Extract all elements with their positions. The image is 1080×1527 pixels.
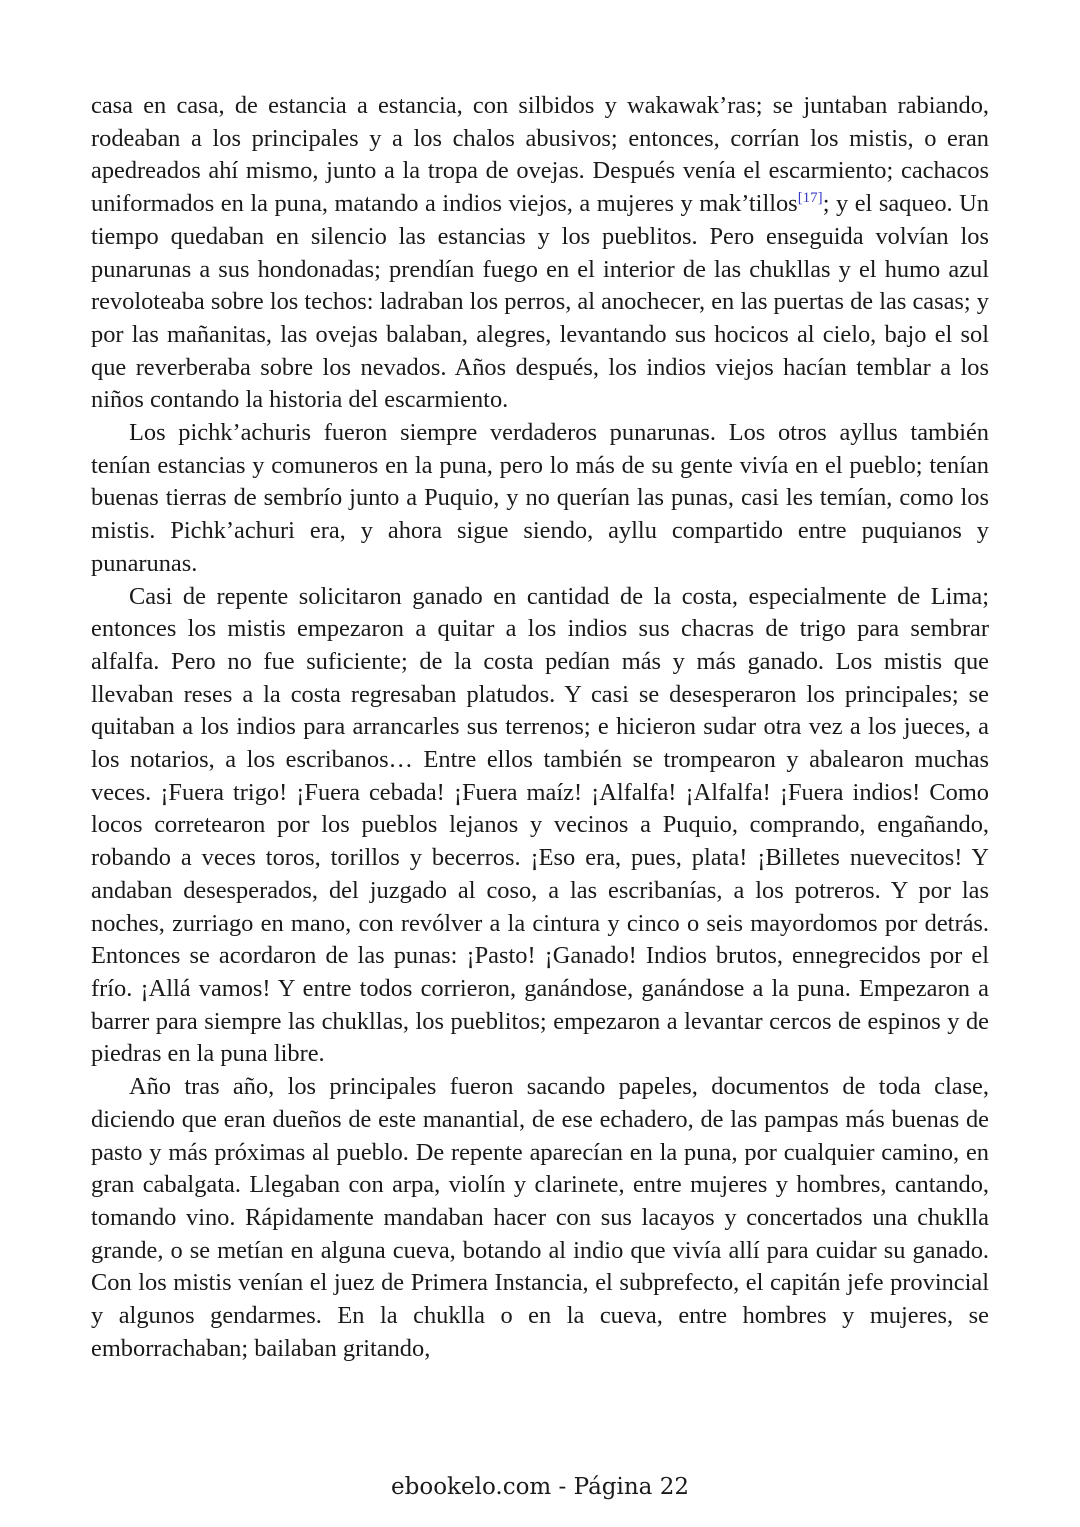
paragraph-4: Año tras año, los principales fueron sacando papeles, documentos de toda clase, diciendo que eran dueños de este manantial, de ese echadero, de las pampas más buenas de pasto y más próximas al pueblo. De repente aparecían en la puna, por cualquier camino, en gran cabalgata. Llegaban con arpa, violín y clarinete, entre mujeres y hombres, cantando, tomando vino. Rápidamente mandaban hacer con sus lacayos y concertados una chuklla grande, o se metían en alguna cueva, botando al indio que vivía allí para cuidar su ganado. Con los mistis venían el juez de Primera Instancia, el subprefecto, el capitán jefe provincial y algunos gendarmes. En la chuklla o en la cueva, entre hombres y mujeres, se emborrachaban; bailaban gritando, [91, 1073, 989, 1362]
paragraph-1-text-end: ; y el saqueo. Un tiempo quedaban en silencio las estancias y los pueblitos. Pero enseguida volvían los punarunas a sus hondonadas; prendían fuego en el interior de las chukllas y el humo azul revoloteaba sobre los techos: ladraban los perros, al anochecer, en las puertas de las casas; y por las mañanitas, las ovejas balaban, alegres, levantando sus hocicos al cielo, bajo el sol que reverberaba sobre los nevados. Años después, los indios viejos hacían temblar a los niños contando la historia del escarmiento. [91, 190, 989, 414]
paragraph-2: Los pichk’achuris fueron siempre verdaderos punarunas. Los otros ayllus también tenían estancias y comuneros en la puna, pero lo más de su gente vivía en el pueblo; tenían buenas tierras de sembrío junto a Puquio, y no querían las punas, casi les temían, como los mistis. Pichk’achuri era, y ahora sigue siendo, ayllu compartido entre puquianos y punarunas. [91, 419, 989, 577]
paragraph-3: Casi de repente solicitaron ganado en cantidad de la costa, especialmente de Lima; entonces los mistis empezaron a quitar a los indios sus chacras de trigo para sembrar alfalfa. Pero no fue suficiente; de la costa pedían más y más ganado. Los mistis que llevaban reses a la costa regresaban platudos. Y casi se desesperaron los principales; se quitaban a los indios para arrancarles sus terrenos; e hicieron sudar otra vez a los jueces, a los notarios, a los escribanos… Entre ellos también se trompearon y abalearon muchas veces. ¡Fuera trigo! ¡Fuera cebada! ¡Fuera maíz! ¡Alfalfa! ¡Alfalfa! ¡Fuera indios! Como locos corretearon por los pueblos lejanos y vecinos a Puquio, comprando, engañando, robando a veces toros, torillos y becerros. ¡Eso era, pues, plata! ¡Billetes nuevecitos! Y andaban desesperados, del juzgado al coso, a las escribanías, a los potreros. Y por las noches, zurriago en mano, con revólver a la cintura y cinco o seis mayordomos por detrás. Entonces se acordaron de las punas: ¡Pasto! ¡Ganado! Indios brutos, ennegrecidos por el frío. ¡Allá vamos! Y entre todos corrieron, ganándose, ganándose a la puna. Empezaron a barrer para siempre las chukllas, los pueblitos; empezaron a levantar cercos de espinos y de piedras en la puna libre. [91, 582, 989, 1068]
paragraph-1 [91, 90, 989, 417]
paragraph-1-text-start: casa en casa, de estancia a estancia, con silbidos y wakawak’ras; se juntaban rabiando, rodeaban a los principales y a los chalos abusivos; entonces, corrían los mistis, o eran apedreados ahí mismo, junto a la tropa de ovejas. Después venía el escarmiento; cachacos uniformados en la puna, matando a indios viejos, a mujeres y mak’tillos [91, 92, 989, 218]
page-body [91, 90, 989, 1365]
page-footer: ebookelo.com - Página 22 [391, 1474, 689, 1500]
footnote-link-17[interactable]: [17] [797, 190, 823, 207]
